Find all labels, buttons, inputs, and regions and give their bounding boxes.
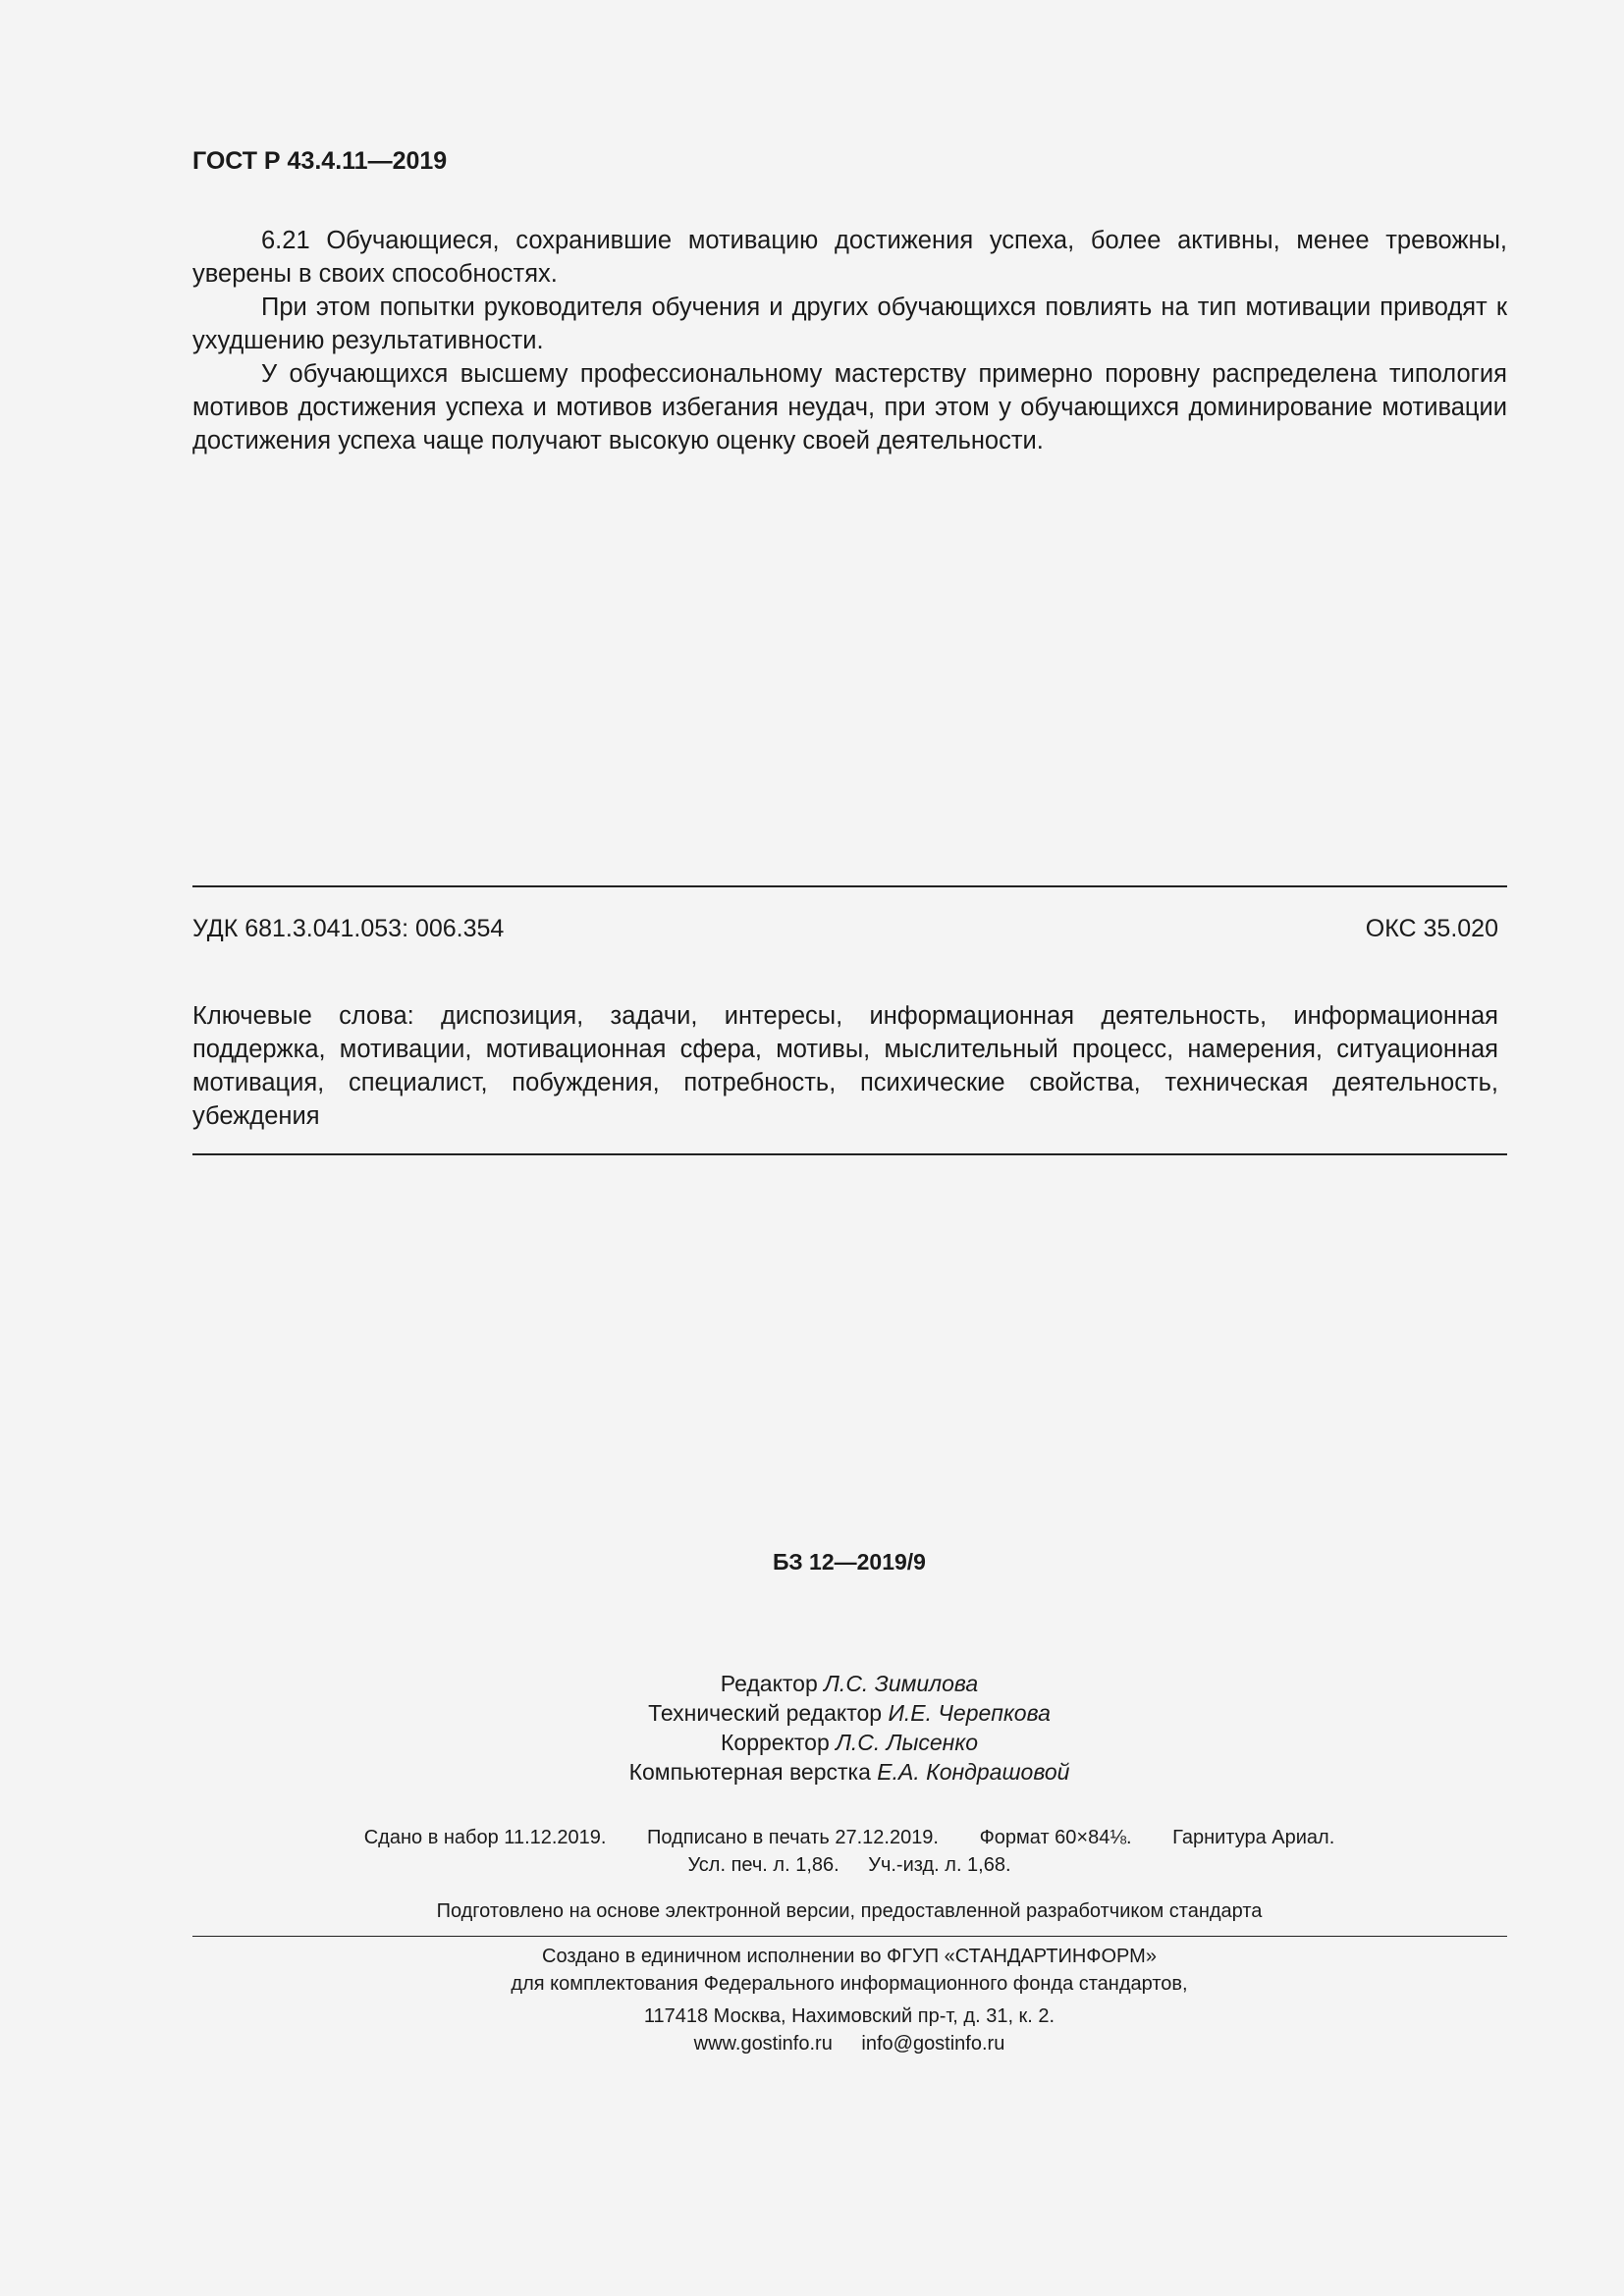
editor-name: Л.С. Зимилова bbox=[824, 1671, 979, 1696]
editor-name: Л.С. Лысенко bbox=[836, 1730, 978, 1755]
website-link[interactable]: www.gostinfo.ru bbox=[693, 2033, 833, 2055]
signed-date: Подписано в печать 27.12.2019. bbox=[647, 1827, 939, 1848]
editor-line bbox=[0, 1757, 1624, 1787]
editor-role: Корректор bbox=[721, 1730, 830, 1755]
print-details bbox=[0, 1824, 1624, 1879]
publ-sheets: Уч.-изд. л. 1,68. bbox=[868, 1854, 1011, 1876]
keywords: Ключевые слова: диспозиция, задачи, интересы, информационная деятельность, информационная поддержка, мотивации, мотивационная сфера, мотивы, мыслительный процесс, намерения, ситуационная мотивация, специалист, побуждения, потребность, психические свойства, техническая деятельность, убеждения bbox=[192, 1002, 1498, 1130]
divider bbox=[192, 885, 1507, 887]
oks-code: ОКС 35.020 bbox=[1365, 915, 1498, 942]
divider bbox=[192, 1153, 1507, 1155]
editor-name: И.Е. Черепкова bbox=[888, 1700, 1051, 1726]
print-sheets: Усл. печ. л. 1,86. bbox=[687, 1854, 839, 1876]
editor-role: Компьютерная верстка bbox=[628, 1759, 871, 1785]
paragraph: 6.21 Обучающиеся, сохранившие мотивацию достижения успеха, более активны, менее тревожны, уверены в своих способностях. bbox=[192, 227, 1507, 288]
editor-line bbox=[0, 1728, 1624, 1757]
paragraph: При этом попытки руководителя обучения и других обучающихся повлиять на тип мотивации приводят к ухудшению результативности. bbox=[192, 294, 1507, 354]
document-header: ГОСТ Р 43.4.11—2019 bbox=[192, 147, 448, 175]
editor-role: Технический редактор bbox=[648, 1700, 883, 1726]
created-line: Создано в единичном исполнении во ФГУП «СТАНДАРТИНФОРМ» bbox=[542, 1946, 1157, 1967]
udk-code: УДК 681.3.041.053: 006.354 bbox=[192, 915, 505, 942]
editors-list bbox=[0, 1669, 1624, 1787]
bz-number: БЗ 12—2019/9 bbox=[773, 1549, 926, 1575]
editor-name: Е.А. Кондрашовой bbox=[877, 1759, 1070, 1785]
editor-role: Редактор bbox=[720, 1671, 818, 1696]
body-text bbox=[192, 224, 1507, 457]
divider bbox=[192, 1936, 1507, 1937]
email-link[interactable]: info@gostinfo.ru bbox=[861, 2033, 1005, 2055]
paragraph: У обучающихся высшему профессиональному мастерству примерно поровну распределена типология мотивов достижения успеха и мотивов избегания неудач, при этом у обучающихся доминирование мотивации достижения успеха чаще получают высокую оценку своей деятельности. bbox=[192, 360, 1507, 454]
address: 117418 Москва, Нахимовский пр-т, д. 31, к. 2. bbox=[643, 2005, 1056, 2027]
prepared-note: Подготовлено на основе электронной версии, предоставленной разработчиком стандарта bbox=[436, 1900, 1263, 1922]
format: Формат 60×84⅛. bbox=[979, 1827, 1132, 1848]
created-line: для комплектования Федерального информационного фонда стандартов, bbox=[511, 1973, 1188, 1995]
editor-line bbox=[0, 1698, 1624, 1728]
submitted-date: Сдано в набор 11.12.2019. bbox=[363, 1827, 607, 1848]
editor-line bbox=[0, 1669, 1624, 1698]
typeface: Гарнитура Ариал. bbox=[1172, 1827, 1335, 1848]
publisher-info bbox=[0, 1943, 1624, 2057]
